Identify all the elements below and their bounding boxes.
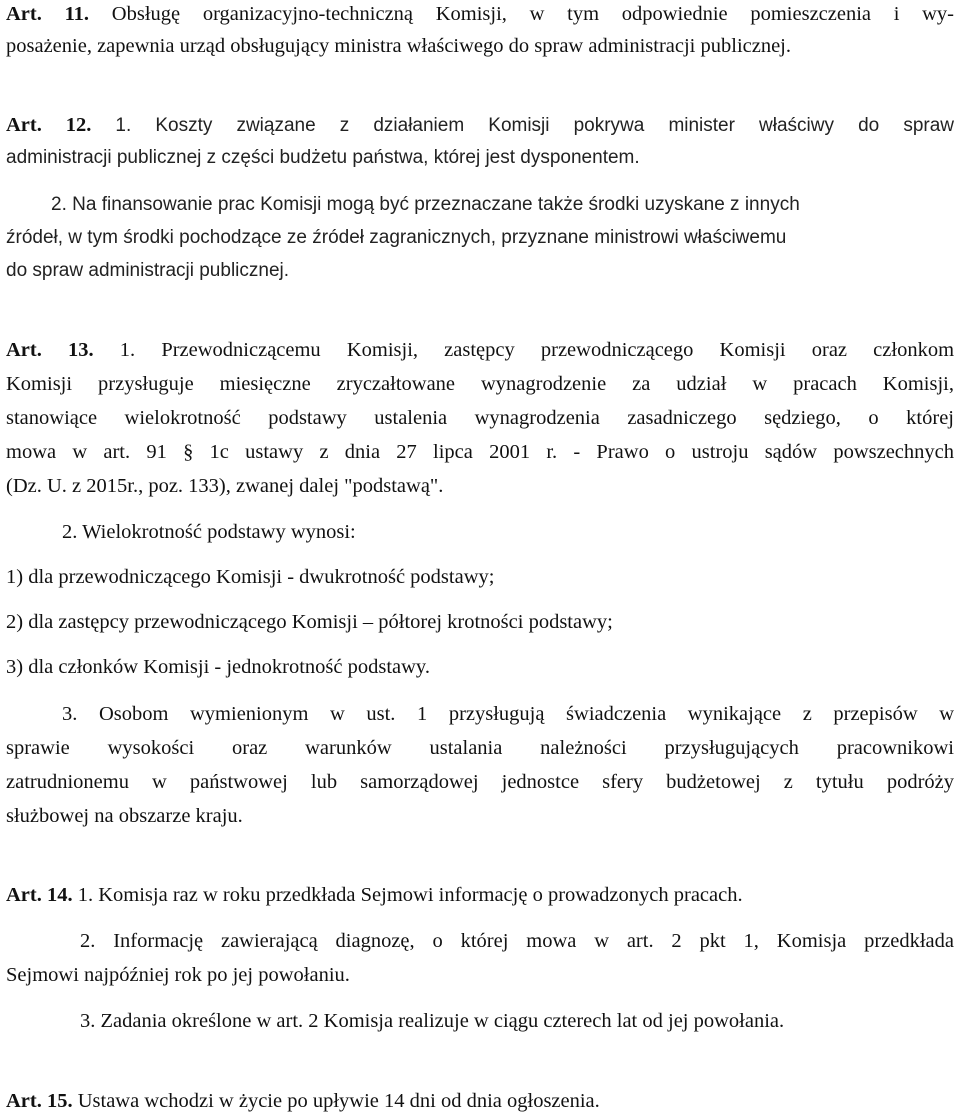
art-13-list-item-2: 2) dla zastępcy przewodniczącego Komisji – półtorej krotności podstawy; [6,611,613,633]
art-12-para-2-line-1: 2. Na finansowanie prac Komisji mogą być przeznaczane także środki uzyskane z innych [51,194,800,215]
art-13-list-item-1: 1) dla przewodniczącego Komisji - dwukrotność podstawy; [6,566,495,588]
art-12-number: Art. 12. [6,114,92,136]
art-11-line-2: posażenie, zapewnia urząd obsługujący ministra właściwego do spraw administracji publicznej. [6,35,792,57]
art-13-para-1-line-4: mowa w art. 91 § 1c ustawy z dnia 27 lipca 2001 r. - Prawo o ustroju sądów powszechnych [6,441,954,463]
art-13-para-1-text-1: 1. Przewodniczącemu Komisji, zastępcy przewodniczącego Komisji oraz członkom [119,339,955,361]
art-13-number: Art. 13. [6,339,94,361]
art-13-para-1-line-5: (Dz. U. z 2015r., poz. 133), zwanej dalej "podstawą". [6,475,444,497]
art-12-para-2-line-3: do spraw administracji publicznej. [6,260,290,281]
art-13-para-1-line-2: Komisji przysługuje miesięczne zryczałtowane wynagrodzenie za udział w pracach Komisji, [6,373,954,395]
art-12-line-1 [6,115,954,136]
art-15-number: Art. 15. [6,1090,73,1112]
art-11-text-1: Obsługę organizacyjno-techniczną Komisji, w tym odpowiednie pomieszczenia i wy- [111,3,955,25]
art-13-para-1-line-3: stanowiące wielokrotność podstawy ustalenia wynagrodzenia zasadniczego sędziego, o której [6,407,954,429]
art-12-para-1-text-1: 1. Koszty związane z działaniem Komisji pokrywa minister właściwy do spraw [115,115,955,136]
art-15-line [6,1091,600,1112]
art-11-line-1 [6,4,954,25]
art-13-para-3-line-1: 3. Osobom wymienionym w ust. 1 przysługują świadczenia wynikające z przepisów w [62,703,954,725]
art-11-number: Art. 11. [6,3,90,25]
art-14-line-1 [6,885,743,906]
art-14-para-1: 1. Komisja raz w roku przedkłada Sejmowi informację o prowadzonych pracach. [77,884,743,906]
art-14-para-2-line-1: 2. Informację zawierającą diagnozę, o której mowa w art. 2 pkt 1, Komisja przedkłada [80,930,954,952]
art-13-para-3-line-3: zatrudnionemu w państwowej lub samorządowej jednostce sfery budżetowej z tytułu podróży [6,771,954,793]
art-13-line-1 [6,340,954,361]
art-15-text: Ustawa wchodzi w życie po upływie 14 dni od dnia ogłoszenia. [77,1090,600,1112]
art-13-para-3-line-4: służbowej na obszarze kraju. [6,805,243,827]
art-14-para-2-line-2: Sejmowi najpóźniej rok po jej powołaniu. [6,964,350,986]
art-14-number: Art. 14. [6,884,73,906]
art-13-list-item-3: 3) dla członków Komisji - jednokrotność podstawy. [6,656,430,678]
art-14-para-3: 3. Zadania określone w art. 2 Komisja realizuje w ciągu czterech lat od jej powołania. [80,1010,785,1032]
art-13-para-3-line-2: sprawie wysokości oraz warunków ustalania należności przysługujących pracownikowi [6,737,954,759]
art-12-para-1-line-2: administracji publicznej z części budżetu państwa, której jest dysponentem. [6,147,640,168]
art-12-para-2-line-2: źródeł, w tym środki pochodzące ze źródeł zagranicznych, przyznane ministrowi właściwemu [6,227,787,248]
art-13-para-2: 2. Wielokrotność podstawy wynosi: [62,521,356,543]
